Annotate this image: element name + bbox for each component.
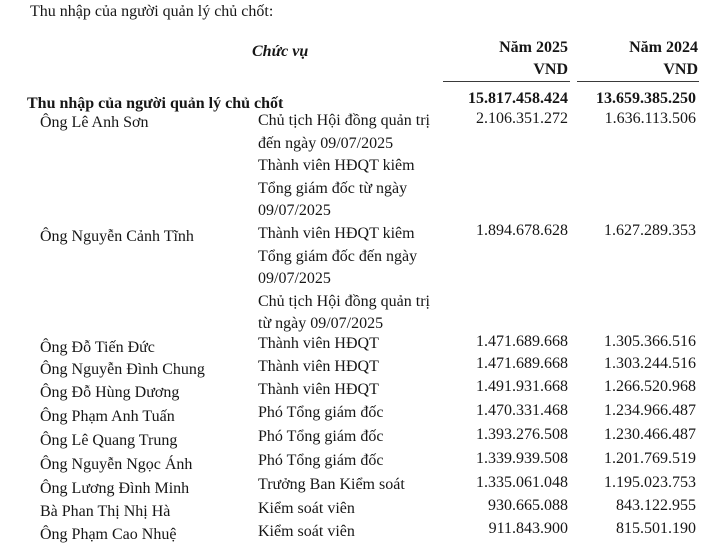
header-rule-2024 — [577, 81, 699, 82]
row-name: Ông Nguyễn Ngọc Ánh — [40, 456, 193, 473]
row-position: Trưởng Ban Kiểm soát — [258, 476, 405, 493]
row-2024: 1.234.966.487 — [604, 402, 696, 419]
row-position: Phó Tổng giám đốc — [258, 404, 384, 421]
row-2024: 1.230.466.487 — [604, 426, 696, 443]
row-name: Bà Phan Thị Nhị Hà — [40, 503, 171, 520]
row-2025: 1.470.331.468 — [476, 402, 568, 419]
row-2025: 1.471.689.668 — [476, 355, 568, 372]
row-name: Ông Lê Anh Sơn — [40, 114, 149, 131]
row-name: Ông Nguyễn Đình Chung — [40, 361, 205, 378]
row-2025: 1.339.939.508 — [476, 450, 568, 467]
row-2024: 1.266.520.968 — [604, 378, 696, 395]
row-name: Ông Đỗ Hùng Dương — [40, 384, 180, 401]
row-2024: 1.305.366.516 — [604, 333, 696, 350]
row-name: Ông Lê Quang Trung — [40, 432, 178, 449]
row-2025: 1.491.931.668 — [476, 378, 568, 395]
row-2025: 930.665.088 — [488, 497, 568, 514]
row-position: Kiểm soát viên — [258, 500, 355, 517]
position-line: từ ngày 09/07/2025 — [258, 315, 384, 333]
row-2025: 1.393.276.508 — [476, 426, 568, 443]
row-2024: 1.627.289.353 — [604, 222, 696, 239]
position-line: 09/07/2025 — [258, 270, 331, 288]
header-unit-2024: VND — [663, 61, 698, 78]
position-line: Thành viên HĐQT kiêm — [258, 157, 415, 175]
row-position: Thành viên HĐQT — [258, 358, 379, 375]
row-2024: 1.303.244.516 — [604, 355, 696, 372]
row-2024: 1.201.769.519 — [604, 450, 696, 467]
row-position: Thành viên HĐQT — [258, 381, 379, 398]
row-position: Phó Tổng giám đốc — [258, 428, 384, 445]
row-name: Ông Phạm Cao Nhuệ — [40, 526, 177, 543]
header-year-2025: Năm 2025 — [499, 39, 568, 56]
row-2024: 1.636.113.506 — [604, 110, 696, 127]
position-line: Thành viên HĐQT kiêm — [258, 225, 415, 242]
header-year-2024: Năm 2024 — [629, 39, 698, 56]
row-2024: 1.195.023.753 — [604, 474, 696, 491]
row-name: Ông Đỗ Tiến Đức — [40, 339, 155, 356]
row-2024: 815.501.190 — [616, 520, 696, 537]
header-unit-2025: VND — [533, 61, 568, 78]
row-2025: 1.335.061.048 — [476, 474, 568, 491]
row-name: Ông Lương Đình Minh — [40, 480, 190, 497]
row-2025: 911.843.900 — [488, 520, 568, 537]
row-position: Phó Tổng giám đốc — [258, 452, 384, 469]
row-position: Thành viên HĐQT — [258, 335, 379, 352]
position-line: đến ngày 09/07/2025 — [258, 134, 394, 152]
row-position: Kiểm soát viên — [258, 523, 355, 540]
total-2024: 13.659.385.250 — [596, 90, 696, 107]
row-2025: 2.106.351.272 — [476, 110, 568, 127]
header-position: Chức vụ — [252, 43, 309, 60]
row-name: Ông Phạm Anh Tuấn — [40, 408, 175, 425]
row-2025: 1.471.689.668 — [476, 333, 568, 350]
position-line: Chủ tịch Hội đồng quản trị — [258, 292, 430, 310]
page-title: Thu nhập của người quản lý chủ chốt: — [30, 3, 274, 20]
total-2025: 15.817.458.424 — [468, 90, 568, 107]
position-line: Tổng giám đốc từ ngày — [258, 179, 408, 197]
header-rule-2025 — [443, 81, 570, 82]
row-2025: 1.894.678.628 — [476, 222, 568, 239]
row-2024: 843.122.955 — [616, 497, 696, 514]
position-line: 09/07/2025 — [258, 202, 331, 220]
row-name: Ông Nguyễn Cảnh Tĩnh — [40, 228, 194, 245]
position-line: Chủ tịch Hội đồng quản trị — [258, 112, 430, 129]
total-label: Thu nhập của người quản lý chủ chốt — [27, 95, 284, 112]
position-line: Tổng giám đốc đến ngày — [258, 247, 418, 265]
